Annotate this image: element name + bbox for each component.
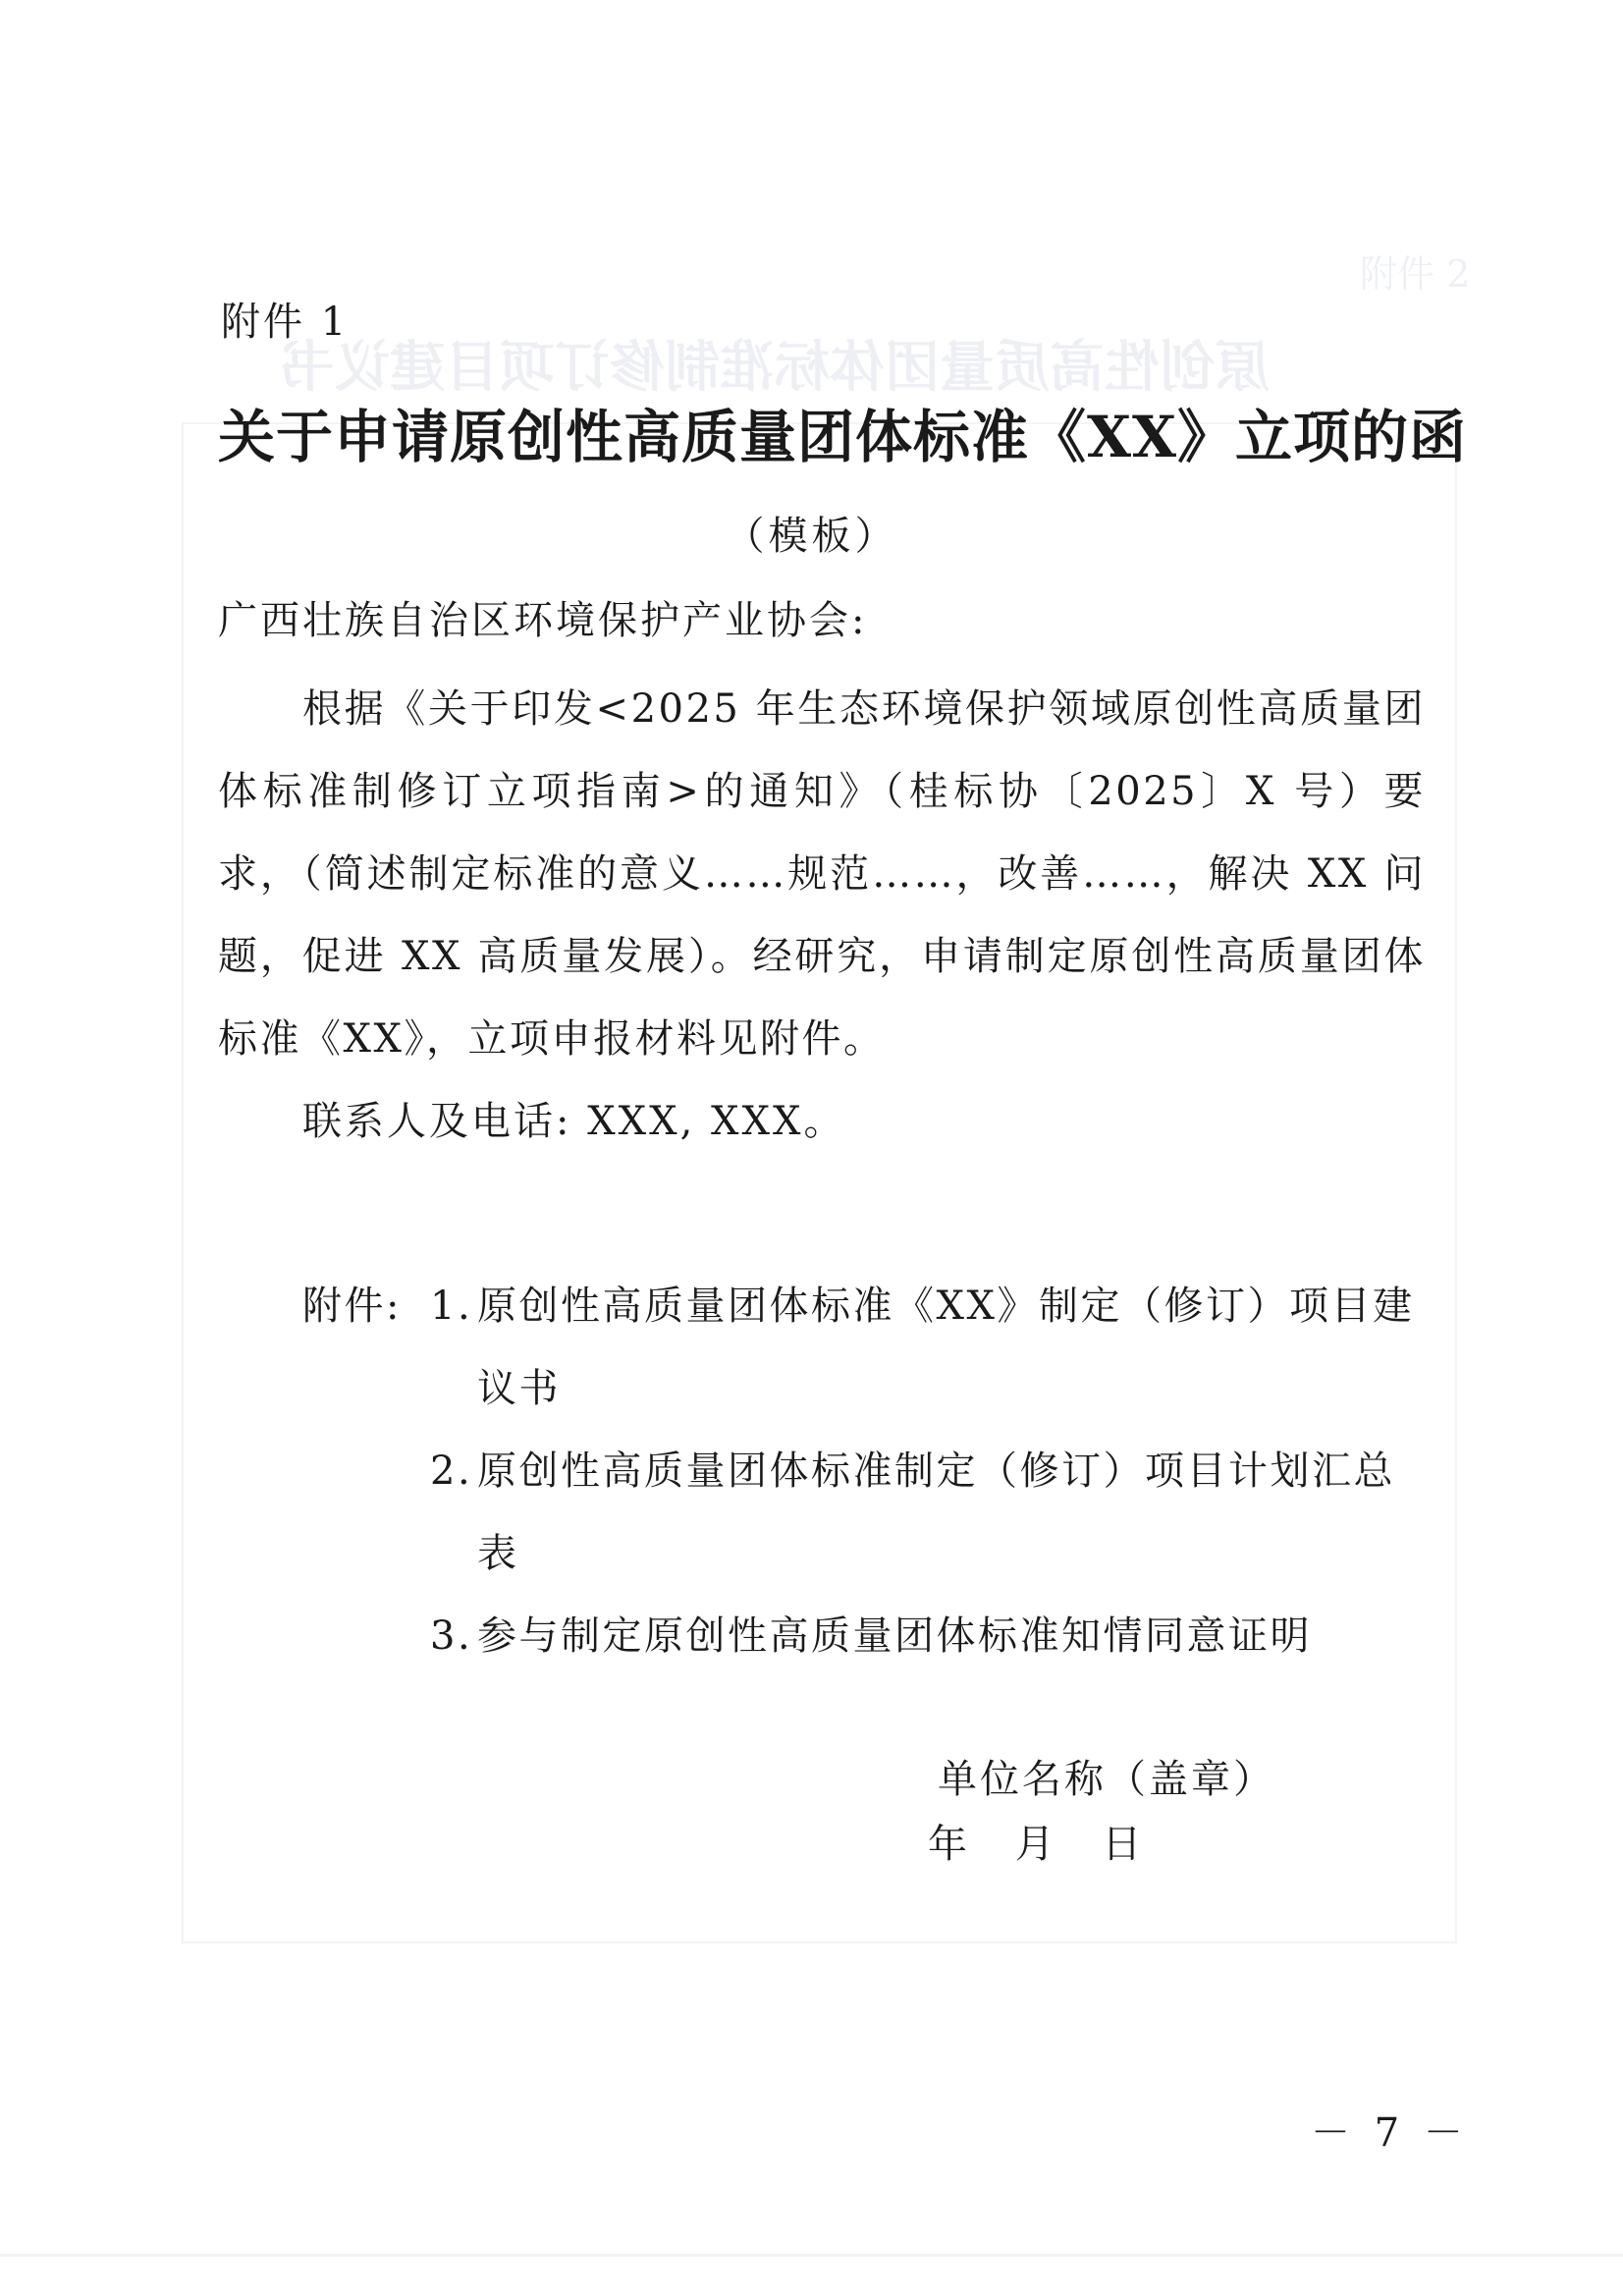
annex-label: 附件 1 <box>221 300 350 345</box>
attachment-item <box>430 1430 1432 1595</box>
attachment-item <box>430 1595 1432 1677</box>
scan-edge-divider <box>0 2254 1623 2257</box>
signature-unit: 单位名称（盖章） <box>938 1757 1275 1802</box>
attachment-text: 参与制定原创性高质量团体标准知情同意证明 <box>477 1613 1312 1659</box>
bleed-through-title: 原创性高质量团体标准制修订项目建议书 <box>280 335 1270 400</box>
attachment-number: 2. <box>430 1449 473 1494</box>
attachment-list <box>302 1265 1432 1677</box>
attachment-text: 原创性高质量团体标准制定（修订）项目计划汇总表 <box>477 1449 1395 1576</box>
attachment-number: 3. <box>430 1613 473 1659</box>
contact-line: 联系人及电话: XXX, XXX。 <box>302 1099 846 1144</box>
attachment-text: 原创性高质量团体标准《XX》制定（修订）项目建议书 <box>477 1284 1415 1411</box>
bleed-through-table <box>182 422 1457 1943</box>
attachment-item <box>430 1265 1432 1430</box>
signature-date: 年 月 日 <box>928 1822 1145 1867</box>
document-title: 关于申请原创性高质量团体标准《XX》立项的函 <box>218 404 1468 470</box>
bleed-through-annex: 附件 2 <box>1360 252 1471 296</box>
page-number: － 7 － <box>1311 2110 1469 2156</box>
recipient: 广西壮族自治区环境保护产业协会: <box>218 598 868 643</box>
attachment-prefix: 附件: <box>302 1284 402 1329</box>
document-subtitle: （模板） <box>725 514 898 559</box>
body-paragraph: 根据《关于印发<2025 年生态环境保护领域原创性高质量团体标准制修订立项指南>的通知》（桂标协〔2025〕X 号）要求，（简述制定标准的意义……规范……，改善……，解决 XX 问题，促进 XX 高质量发展）。经研究，申请制定原创性高质量团体标准《XX》，立项申报材料见附件。 <box>218 686 1426 1062</box>
attachment-number: 1. <box>430 1284 473 1329</box>
